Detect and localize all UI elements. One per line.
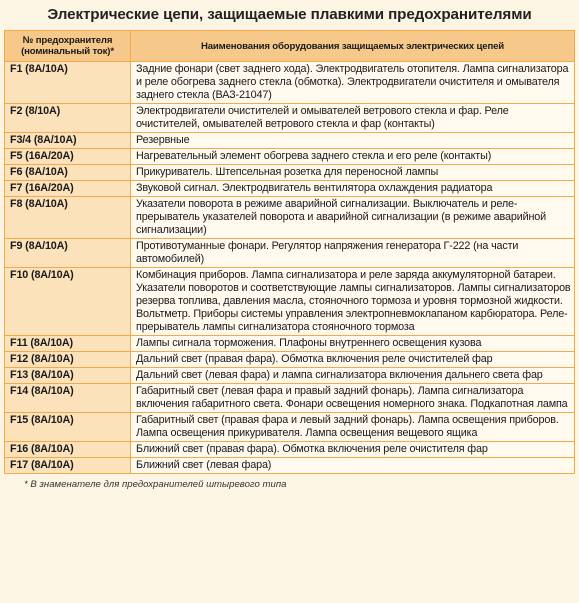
description-cell: Противотуманные фонари. Регулятор напряжения генератора Г-222 (на части автомобилей)	[131, 239, 575, 268]
fuse-table	[4, 30, 575, 474]
fuse-cell: F11 (8A/10A)	[5, 336, 131, 352]
table-row	[5, 133, 575, 149]
table-row	[5, 165, 575, 181]
fuse-cell: F15 (8A/10A)	[5, 413, 131, 442]
fuse-cell: F2 (8/10A)	[5, 104, 131, 133]
description-cell: Нагревательный элемент обогрева заднего стекла и его реле (контакты)	[131, 149, 575, 165]
fuse-cell: F3/4 (8A/10A)	[5, 133, 131, 149]
table-row	[5, 239, 575, 268]
table-row	[5, 368, 575, 384]
table-row	[5, 197, 575, 239]
fuse-cell: F16 (8A/10A)	[5, 442, 131, 458]
fuse-cell: F8 (8A/10A)	[5, 197, 131, 239]
description-cell: Звуковой сигнал. Электродвигатель вентилятора охлаждения радиатора	[131, 181, 575, 197]
description-cell: Дальний свет (левая фара) и лампа сигнализатора включения дальнего света фар	[131, 368, 575, 384]
fuse-cell: F14 (8A/10A)	[5, 384, 131, 413]
fuse-cell: F6 (8A/10A)	[5, 165, 131, 181]
description-cell: Комбинация приборов. Лампа сигнализатора и реле заряда аккумуляторной батареи. Указатели поворотов и соответствующие лампы сигнализаторов. Лампы сигнализаторов резерва топлива, давления масла, стояночного тормоза и уровня тормозной жидкости. Вольтметр. Приборы системы управления электропневмоклапаном карбюратора. Реле-прерыватель лампы сигнализатора стояночного тормоза	[131, 268, 575, 336]
fuse-cell: F1 (8A/10A)	[5, 62, 131, 104]
page-title: Электрические цепи, защищаемые плавкими предохранителями	[47, 6, 532, 23]
description-cell: Лампы сигнала торможения. Плафоны внутреннего освещения кузова	[131, 336, 575, 352]
table-row	[5, 268, 575, 336]
table-row	[5, 181, 575, 197]
description-cell: Габаритный свет (правая фара и левый задний фонарь). Лампа освещения приборов. Лампа освещения прикуривателя. Лампа освещения вещевого ящика	[131, 413, 575, 442]
description-cell: Ближний свет (левая фара)	[131, 458, 575, 474]
fuse-cell: F13 (8A/10A)	[5, 368, 131, 384]
description-cell: Габаритный свет (левая фара и правый задний фонарь). Лампа сигнализатора включения габаритного света. Фонари освещения номерного знака. Подкапотная лампа	[131, 384, 575, 413]
description-cell: Указатели поворота в режиме аварийной сигнализации. Выключатель и реле-прерыватель указателей поворота и аварийной сигнализации (в режиме аварийной сигнализации)	[131, 197, 575, 239]
description-cell: Резервные	[131, 133, 575, 149]
footnote: * В знаменателе для предохранителей штыревого типа	[24, 479, 287, 490]
fuse-cell: F17 (8A/10A)	[5, 458, 131, 474]
fuse-cell: F12 (8A/10A)	[5, 352, 131, 368]
column-header-fuse: № предохранителя (номинальный ток)*	[5, 31, 131, 62]
table-row	[5, 104, 575, 133]
table-header-row	[5, 31, 575, 62]
description-cell: Задние фонари (свет заднего хода). Электродвигатель отопителя. Лампа сигнализатора и реле обогрева заднего стекла (обмотка). Электродвигатели очистителя и омывателя заднего стекла (ВАЗ-21047)	[131, 62, 575, 104]
table-row	[5, 149, 575, 165]
table-row	[5, 442, 575, 458]
description-cell: Электродвигатели очистителей и омывателей ветрового стекла и фар. Реле очистителей, омывателей ветрового стекла и фар (контакты)	[131, 104, 575, 133]
fuse-cell: F10 (8A/10A)	[5, 268, 131, 336]
table-row	[5, 62, 575, 104]
description-cell: Дальний свет (правая фара). Обмотка включения реле очистителей фар	[131, 352, 575, 368]
table-row	[5, 352, 575, 368]
table-row	[5, 458, 575, 474]
table-row	[5, 336, 575, 352]
fuse-cell: F7 (16A/20A)	[5, 181, 131, 197]
table-row	[5, 413, 575, 442]
description-cell: Ближний свет (правая фара). Обмотка включения реле очистителя фар	[131, 442, 575, 458]
fuse-cell: F9 (8A/10A)	[5, 239, 131, 268]
column-header-description: Наименования оборудования защищаемых электрических цепей	[131, 31, 575, 62]
fuse-cell: F5 (16A/20A)	[5, 149, 131, 165]
table-row	[5, 384, 575, 413]
description-cell: Прикуриватель. Штепсельная розетка для переносной лампы	[131, 165, 575, 181]
